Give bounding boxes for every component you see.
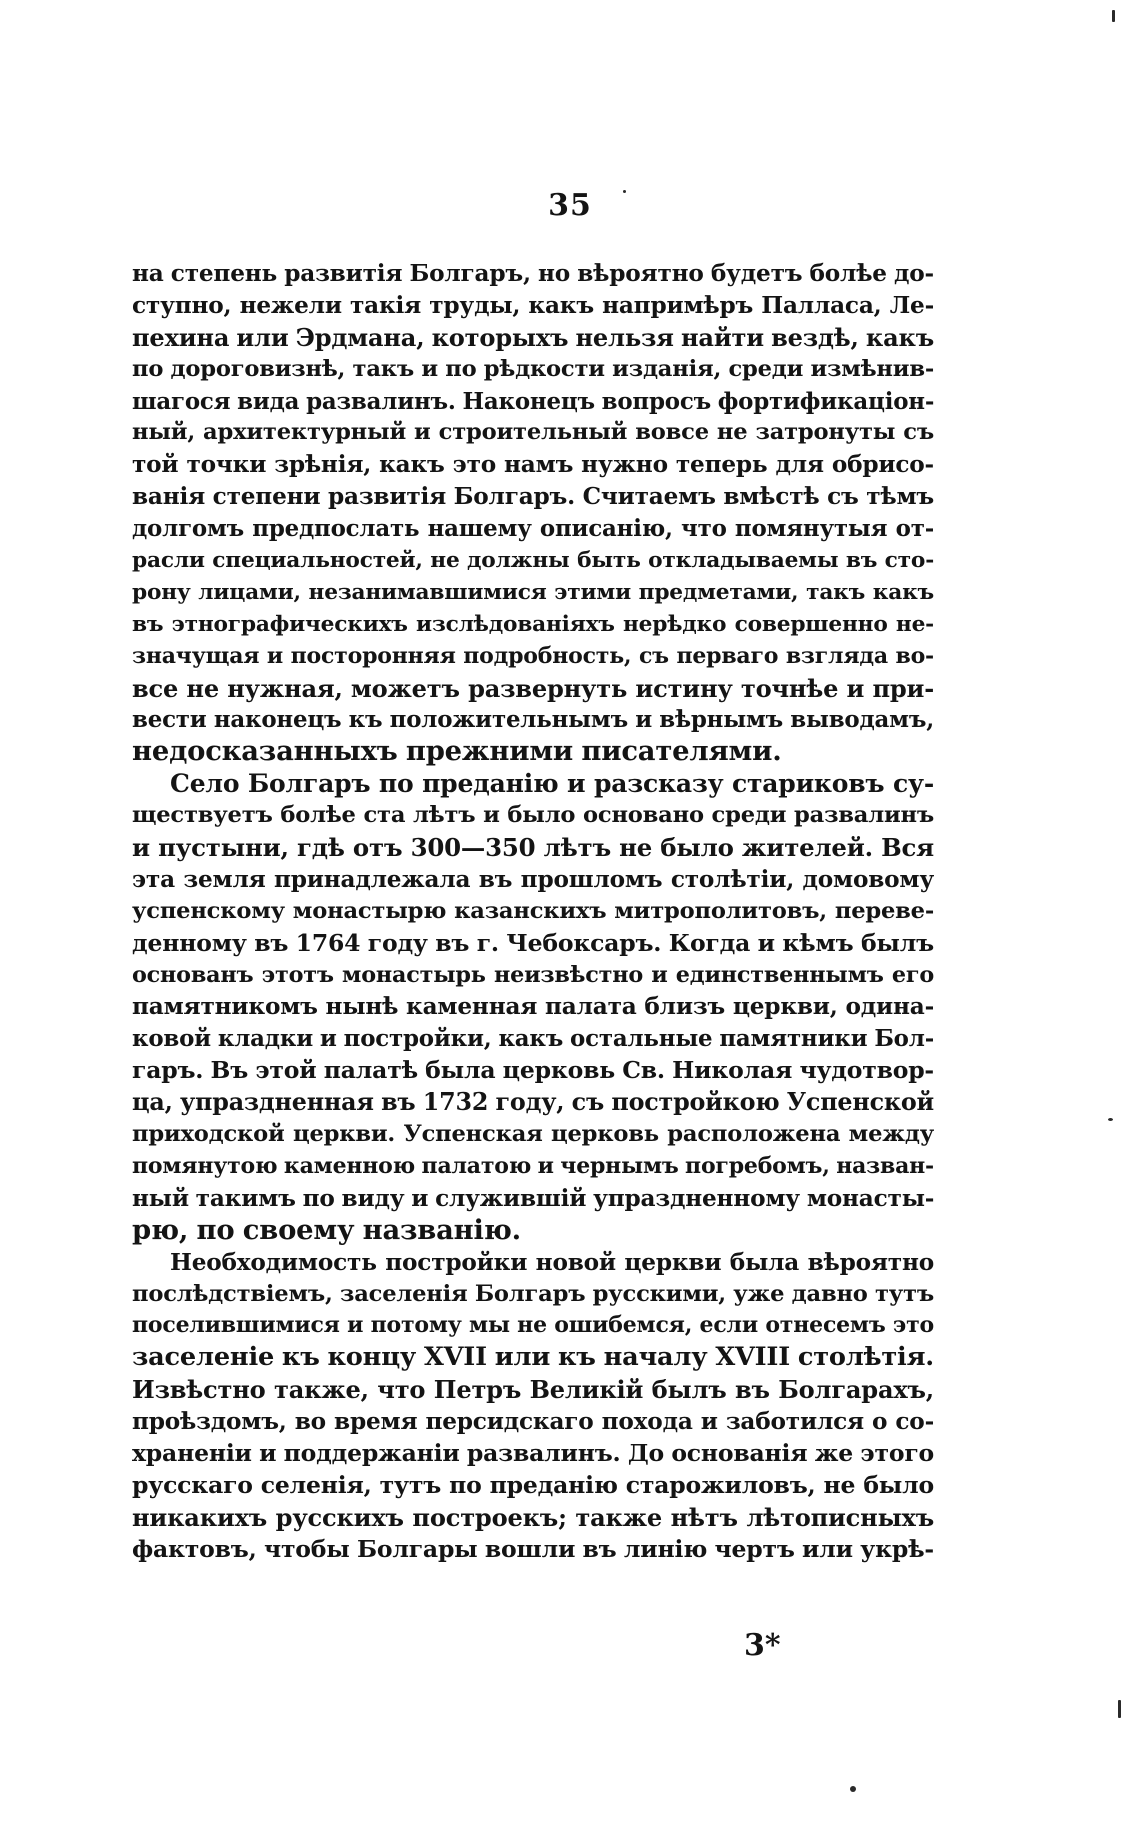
ink-speck — [850, 1786, 856, 1792]
text-line: вести наконецъ къ положительнымъ и вѣрнымъ выводамъ, — [132, 706, 934, 734]
text-line: послѣдствіемъ, заселенія Болгаръ русскими, уже давно тутъ — [132, 1280, 934, 1307]
text-line: той точки зрѣнія, какъ это намъ нужно теперь для обрисо- — [132, 451, 934, 479]
ink-speck — [623, 190, 626, 193]
text-line: ступно, нежели такія труды, какъ напримѣръ Палласа, Ле- — [132, 291, 934, 319]
text-line: фактовъ, чтобы Болгары вошли въ линію чертъ или укрѣ- — [132, 1534, 934, 1563]
text-line: денному въ 1764 году въ г. Чебоксаръ. Когда и кѣмъ былъ — [132, 928, 934, 957]
text-line: помянутою каменною палатою и чернымъ погребомъ, назван- — [132, 1152, 934, 1179]
text-line: долгомъ предпослать нашему описанію, что помянутыя от- — [132, 515, 934, 543]
text-line: храненіи и поддержаніи развалинъ. До основанія же этого — [132, 1438, 934, 1467]
text-line: расли специальностей, не должны быть откладываемы въ сто- — [132, 548, 934, 574]
text-line: основанъ этотъ монастырь неизвѣстно и единственнымъ его — [132, 961, 934, 988]
text-line: шагося вида развалинъ. Наконецъ вопросъ фортификаціон- — [132, 387, 934, 415]
text-line: пехина или Эрдмана, которыхъ нельзя найти вездѣ, какъ — [132, 322, 934, 352]
text-line: ванія степени развитія Болгаръ. Считаемъ вмѣстѣ съ тѣмъ — [132, 483, 934, 511]
text-line: рону лицами, незанимавшимися этими предметами, такъ какъ — [132, 579, 934, 605]
text-line: на степень развитія Болгаръ, но вѣроятно будетъ болѣе до- — [132, 260, 934, 287]
text-line: поселившимися и потому мы не ошибемся, если отнесемъ это — [132, 1312, 934, 1339]
ink-speck — [1118, 1700, 1121, 1718]
text-line: рю, по своему названію. — [132, 1214, 521, 1246]
text-line: эта земля принадлежала въ прошломъ столѣтіи, домовому — [132, 865, 934, 893]
text-line: въ этнографическихъ изслѣдованіяхъ нерѣдко совершенно не- — [132, 611, 934, 637]
text-line: Село Болгаръ по преданію и разсказу стариковъ су- — [170, 769, 934, 799]
page-number: 35 — [548, 188, 592, 223]
text-line: проѣздомъ, во время персидскаго похода и заботился о со- — [132, 1408, 934, 1436]
printer-signature-mark: 3* — [744, 1628, 781, 1663]
text-line: значущая и посторонняя подробность, съ перваго взгляда во- — [132, 642, 934, 669]
ink-speck — [1108, 1118, 1113, 1121]
text-line: русскаго селенія, тутъ по преданію старожиловъ, не было — [132, 1470, 934, 1499]
body-text — [132, 258, 934, 1566]
text-line: и пустыни, гдѣ отъ 300—350 лѣтъ не было жителей. Вся — [132, 833, 934, 863]
text-line: по дороговизнѣ, такъ и по рѣдкости изданія, среди измѣнив- — [132, 355, 934, 382]
text-line: никакихъ русскихъ построекъ; также нѣтъ лѣтописныхъ — [132, 1502, 934, 1532]
text-line: ществуетъ болѣе ста лѣтъ и было основано среди развалинъ — [132, 802, 934, 829]
text-line: ный, архитектурный и строительный вовсе не затронуты съ — [132, 419, 934, 446]
text-line: Необходимость постройки новой церкви была вѣроятно — [170, 1248, 934, 1276]
ink-speck — [1112, 10, 1115, 22]
text-line: успенскому монастырю казанскихъ митрополитовъ, переве- — [132, 897, 934, 924]
text-line: ковой кладки и постройки, какъ остальные памятники Бол- — [132, 1025, 934, 1053]
text-line: ца, упраздненная въ 1732 году, съ постройкою Успенской — [132, 1088, 934, 1117]
text-line: недосказанныхъ прежними писателями. — [132, 736, 782, 768]
text-line: все не нужная, можетъ развернуть истину точнѣе и при- — [132, 673, 934, 703]
text-line: Извѣстно также, что Петръ Великій былъ въ Болгарахъ, — [132, 1375, 934, 1405]
text-line: приходской церкви. Успенская церковь расположена между — [132, 1121, 934, 1148]
text-line: заселеніе къ концу XVII или къ началу XVIII столѣтія. — [132, 1342, 934, 1373]
text-line: памятникомъ нынѣ каменная палата близъ церкви, одина- — [132, 993, 934, 1021]
text-line: ный такимъ по виду и служившій упраздненному монасты- — [132, 1184, 934, 1212]
text-line: гаръ. Въ этой палатѣ была церковь Св. Николая чудотвор- — [132, 1056, 934, 1085]
